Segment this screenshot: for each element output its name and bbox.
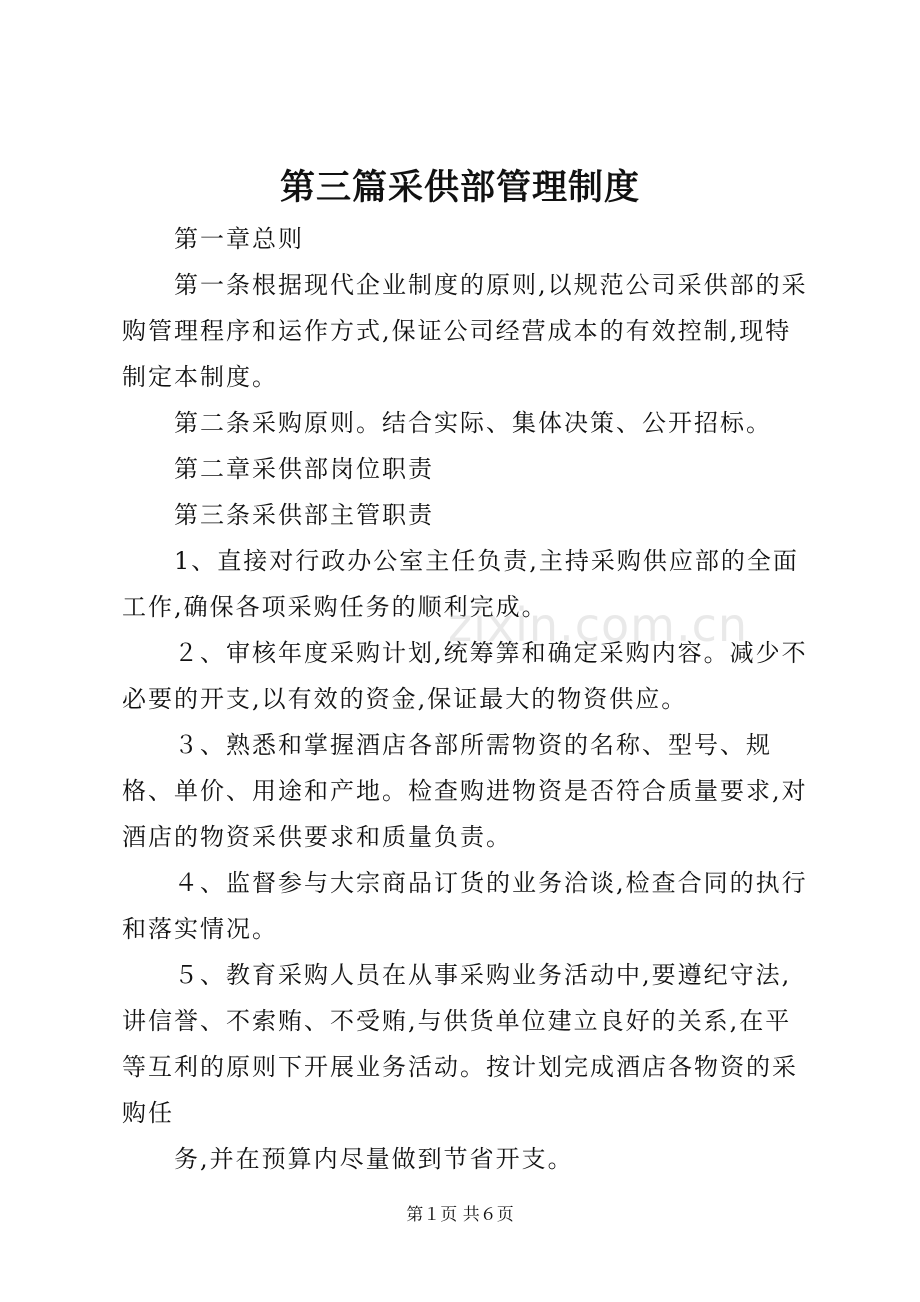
paragraph: 第一条根据现代企业制度的原则,以规范公司采供部的采购管理程序和运作方式,保证公司经营成本的有效控制,现特制定本制度。: [122, 271, 808, 391]
paragraph: 第二条采购原则。结合实际、集体决策、公开招标。: [174, 409, 772, 437]
paragraph: 第三条采供部主管职责: [174, 501, 434, 529]
paragraph: ３、熟悉和掌握酒店各部所需物资的名称、型号、规格、单价、用途和产地。检查购进物资是否符合质量要求,对酒店的物资采供要求和质量负责。: [122, 731, 808, 851]
paragraph: ２、审核年度采购计划,统筹筭和确定采购内容。减少不必要的开支,以有效的资金,保证最大的物资供应。: [122, 639, 808, 713]
paragraph: 第二章采供部岗位职责: [174, 455, 434, 483]
document-title: 第三篇采供部管理制度: [279, 167, 640, 208]
paragraph: ５、教育采购人员在从事采购业务活动中,要遵纪守法,讲信誉、不索贿、不受贿,与供货单位建立良好的关系,在平等互利的原则下开展业务活动。按计划完成酒店各物资的采购任: [122, 961, 798, 1127]
paragraph: 第一章总则: [174, 225, 304, 253]
watermark: zixin.com.cn: [448, 598, 749, 652]
paragraph: 1、直接对行政办公室主任负责,主持采购供应部的全面工作,确保各项采购任务的顺利完成。: [122, 547, 799, 621]
page-footer: 第１页 共６页: [406, 1205, 514, 1225]
document-body: [122, 216, 808, 1182]
paragraph: 务,并在预算内尽量做到节省开支。: [174, 1145, 574, 1173]
paragraph: ４、监督参与大宗商品订货的业务洽谈,检查合同的执行和落实情况。: [122, 869, 808, 943]
